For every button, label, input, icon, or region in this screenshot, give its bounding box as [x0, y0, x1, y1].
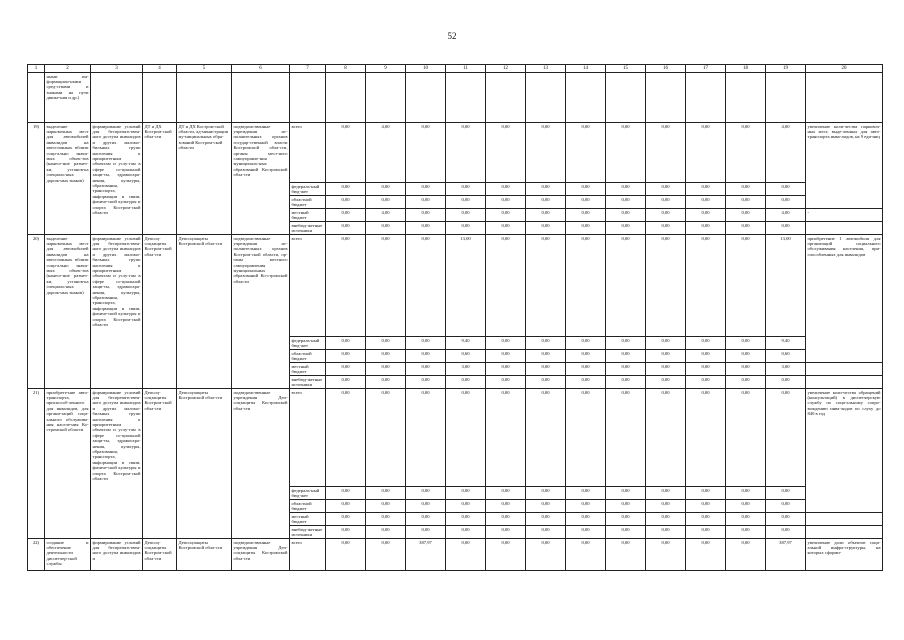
funding-value: 0,00 [446, 513, 486, 526]
funding-value: 0,00 [326, 389, 366, 487]
funding-value: 0,00 [326, 363, 366, 376]
funding-value: 0,00 [766, 526, 806, 539]
header-number-cell: 13 [526, 65, 566, 73]
item-result: приобретение 1 автомобиля для организаций социального обслуживания населения, при-способленных для инвалидов [806, 235, 883, 363]
funding-value: 0,00 [686, 337, 726, 350]
funding-value: 0,00 [446, 389, 486, 487]
funding-value: 0,00 [646, 350, 686, 363]
funding-value: 0,00 [606, 196, 646, 209]
header-number-cell: 14 [566, 65, 606, 73]
funding-value: 0,00 [606, 513, 646, 526]
header-number-cell: 3 [91, 65, 143, 73]
table-row-partial [28, 539, 883, 571]
funding-source-label: всего [290, 539, 326, 571]
funding-value: 0,00 [326, 513, 366, 526]
funding-value: 13,00 [766, 235, 806, 337]
funding-value: 0,00 [606, 526, 646, 539]
funding-value: 0,00 [646, 389, 686, 487]
program-table [27, 64, 883, 571]
funding-value: 0,00 [366, 222, 406, 235]
item-number: 22) [28, 539, 45, 571]
funding-value: 0,00 [326, 500, 366, 513]
funding-source-label: местный бюджет [290, 209, 326, 222]
header-number-cell: 12 [486, 65, 526, 73]
funding-value: 0,00 [566, 196, 606, 209]
funding-value: 0,00 [686, 526, 726, 539]
funding-value: 0,00 [446, 222, 486, 235]
continuation-empty-cell [366, 73, 406, 123]
continuation-empty-cell [726, 73, 766, 123]
header-number-cell: 20 [806, 65, 883, 73]
funding-value: 0,00 [726, 500, 766, 513]
funding-value: 0,00 [406, 376, 446, 389]
funding-value: 0,00 [686, 539, 726, 571]
continuation-empty-cell [290, 73, 326, 123]
header-number-cell: 5 [177, 65, 232, 73]
funding-source-label: областной бюджет [290, 196, 326, 209]
funding-value: 0,00 [406, 500, 446, 513]
funding-value: 0,00 [526, 363, 566, 376]
funding-value: 0,00 [486, 123, 526, 183]
funding-source-label: местный бюджет [290, 363, 326, 376]
funding-value: 0,00 [526, 539, 566, 571]
item-number: 20) [28, 235, 45, 389]
funding-value: 0,00 [726, 235, 766, 337]
funding-value: 0,00 [566, 513, 606, 526]
item-name: выделение парковочных мест для автомобилей инвалидов на автостоянках вблизи соци-ально значи-мых объек-тов (нанесе-ние размет-ки, установ-ка специаль-ных дорож-ных знаков) [45, 235, 91, 389]
funding-source-label: федераль-ный бюд-жет [290, 487, 326, 500]
funding-value: 9,40 [446, 337, 486, 350]
item-number: 21) [28, 389, 45, 539]
funding-value: 0,00 [566, 337, 606, 350]
funding-value: 0,00 [606, 235, 646, 337]
funding-value: 0,00 [686, 183, 726, 196]
funding-value: 0,00 [326, 235, 366, 337]
funding-value: 0,00 [446, 487, 486, 500]
funding-value: 0,00 [766, 500, 806, 513]
funding-value: 0,00 [486, 500, 526, 513]
funding-value: 0,00 [606, 222, 646, 235]
item-coexecutor: ДТ и ДХ Костром-ской области, ад-министрации му-ниципальных обра-зований Костром-ской области [177, 123, 232, 235]
continuation-empty-cell [486, 73, 526, 123]
funding-value: 0,00 [726, 539, 766, 571]
funding-value: 0,00 [726, 363, 766, 376]
item-coexecutor: Депсоцзащиты Костромской обла-сти [177, 235, 232, 389]
funding-value: 0,00 [326, 526, 366, 539]
funding-source-label: внебюд-жетные источники [290, 526, 326, 539]
funding-value: 0,00 [606, 337, 646, 350]
table-row [28, 235, 883, 337]
funding-value: 0,00 [686, 196, 726, 209]
funding-value: 0,00 [406, 363, 446, 376]
funding-value: 13,00 [446, 235, 486, 337]
funding-value: 0,00 [446, 539, 486, 571]
funding-value: 0,00 [526, 526, 566, 539]
continuation-empty-cell [566, 73, 606, 123]
header-number-row [28, 65, 883, 73]
funding-value: 0,00 [446, 196, 486, 209]
funding-value: 0,00 [766, 513, 806, 526]
funding-value: 0,00 [686, 363, 726, 376]
funding-source-label: федераль-ный бюд-жет [290, 337, 326, 350]
header-number-cell: 4 [143, 65, 177, 73]
funding-value: 3,00 [446, 363, 486, 376]
table-row [28, 389, 883, 487]
funding-value: 0,00 [526, 209, 566, 222]
item-name: создание и обеспечение деятельности диспетчер-ской службы [45, 539, 91, 571]
funding-value: 0,00 [686, 513, 726, 526]
header-number-cell: 10 [406, 65, 446, 73]
funding-value: 4,00 [366, 209, 406, 222]
funding-value: 0,00 [726, 183, 766, 196]
funding-value: 0,00 [726, 526, 766, 539]
funding-value: 4,00 [766, 123, 806, 183]
funding-value: 0,00 [526, 222, 566, 235]
funding-value: 0,00 [766, 389, 806, 487]
item-participants: подведомственные учреждения ис-полнительных органов Костром-ской области, ор-ганы местного самоуправления муниципальных образований Ко-стромской области [232, 235, 290, 389]
funding-value: 0,00 [366, 235, 406, 337]
item-name: выделение парковочных мест для автомобилей инвалидов на автостоянках вблизи соци-ально значи-мых объек-тов (нанесе-ние размет-ки, установ-ка специаль-ных дорож-ных знаков) [45, 123, 91, 235]
funding-value: 0,00 [566, 123, 606, 183]
continuation-empty-cell [326, 73, 366, 123]
table-body [28, 65, 883, 571]
funding-value: 0,00 [606, 209, 646, 222]
funding-value: 0,00 [326, 539, 366, 571]
funding-source-label: всего [290, 235, 326, 337]
funding-value: 0,00 [686, 123, 726, 183]
funding-source-label: федераль-ный бюд-жет [290, 183, 326, 196]
funding-value: 0,00 [406, 222, 446, 235]
funding-value: 0,00 [406, 123, 446, 183]
funding-value: 0,00 [486, 363, 526, 376]
continuation-empty-cell [526, 73, 566, 123]
funding-value: 0,00 [406, 526, 446, 539]
funding-value: 0,00 [646, 222, 686, 235]
item-admin: ДТ и ДХ Костром-ской обла-сти [143, 123, 177, 235]
item-result-dash [806, 513, 883, 526]
funding-value: 0,00 [646, 539, 686, 571]
funding-value: 387,97 [766, 539, 806, 571]
funding-value: 0,00 [566, 526, 606, 539]
item-result: увеличение коли-чества обращений (консультаций) в диспетчерскую службу по соци-альному сопро-вождению инва-лидов по слуху до 840 в год [806, 389, 883, 513]
funding-value: 0,00 [686, 209, 726, 222]
funding-value: 0,00 [526, 350, 566, 363]
funding-value: 0,00 [566, 500, 606, 513]
funding-source-label: областной бюджет [290, 350, 326, 363]
funding-value: 3,00 [766, 363, 806, 376]
funding-value: 0,00 [366, 526, 406, 539]
funding-value: 0,00 [446, 526, 486, 539]
funding-value: 0,00 [766, 183, 806, 196]
header-number-cell: 15 [606, 65, 646, 73]
funding-value: 0,00 [526, 235, 566, 337]
funding-value: 0,00 [566, 222, 606, 235]
funding-value: 0,00 [486, 222, 526, 235]
funding-value: 0,00 [646, 209, 686, 222]
funding-value: 4,00 [766, 209, 806, 222]
funding-value: 0,00 [566, 183, 606, 196]
funding-value: 0,00 [766, 222, 806, 235]
funding-value: 0,00 [606, 487, 646, 500]
funding-value: 0,00 [446, 376, 486, 389]
funding-value: 0,00 [526, 513, 566, 526]
funding-value: 0,00 [326, 183, 366, 196]
funding-value: 0,00 [446, 500, 486, 513]
continuation-empty-cell [806, 73, 883, 123]
funding-source-label: всего [290, 123, 326, 183]
funding-value: 0,00 [766, 376, 806, 389]
funding-value: 0,00 [646, 123, 686, 183]
item-participants: подведомственные учреждения Деп-соцзащиты Костромской обла-сти [232, 539, 290, 571]
funding-value: 0,00 [486, 487, 526, 500]
funding-source-label: местный бюджет [290, 513, 326, 526]
funding-value: 387,97 [406, 539, 446, 571]
funding-value: 0,00 [646, 376, 686, 389]
funding-value: 0,00 [526, 183, 566, 196]
item-result-empty [806, 222, 883, 235]
funding-value: 0,00 [606, 389, 646, 487]
funding-value: 0,00 [486, 389, 526, 487]
funding-value: 0,00 [486, 513, 526, 526]
funding-value: 0,00 [326, 123, 366, 183]
funding-value: 0,00 [486, 235, 526, 337]
funding-value: 0,00 [766, 487, 806, 500]
funding-value: 0,00 [726, 209, 766, 222]
funding-value: 0,60 [766, 350, 806, 363]
funding-value: 0,00 [566, 350, 606, 363]
continuation-row [28, 73, 883, 123]
funding-value: 0,00 [406, 487, 446, 500]
funding-value: 4,00 [366, 123, 406, 183]
funding-value: 0,00 [446, 183, 486, 196]
funding-value: 0,00 [406, 209, 446, 222]
funding-value: 0,00 [606, 376, 646, 389]
continuation-empty-cell [177, 73, 232, 123]
funding-value: 0,00 [726, 337, 766, 350]
funding-source-label: внебюд-жетные источники [290, 376, 326, 389]
continuation-empty-cell [686, 73, 726, 123]
funding-value: 0,00 [366, 487, 406, 500]
funding-value: 0,00 [406, 513, 446, 526]
funding-value: 0,00 [686, 487, 726, 500]
funding-value: 0,00 [606, 539, 646, 571]
funding-value: 0,00 [726, 123, 766, 183]
funding-value: 0,00 [566, 389, 606, 487]
continuation-empty-cell [232, 73, 290, 123]
funding-value: 0,00 [566, 235, 606, 337]
continuation-empty-cell [646, 73, 686, 123]
item-result-dash [806, 363, 883, 376]
funding-value: 0,00 [406, 389, 446, 487]
funding-value: 0,00 [366, 389, 406, 487]
funding-value: 0,00 [486, 539, 526, 571]
item-number: 19) [28, 123, 45, 235]
funding-value: 0,00 [526, 123, 566, 183]
funding-value: 0,00 [366, 350, 406, 363]
funding-value: 0,00 [366, 500, 406, 513]
funding-value: 0,00 [726, 350, 766, 363]
funding-value: 0,00 [686, 222, 726, 235]
funding-value: 0,00 [366, 183, 406, 196]
header-number-cell: 2 [45, 65, 91, 73]
funding-value: 0,00 [686, 500, 726, 513]
funding-value: 0,60 [446, 350, 486, 363]
funding-value: 0,00 [646, 363, 686, 376]
funding-value: 0,00 [366, 196, 406, 209]
funding-value: 0,00 [646, 526, 686, 539]
funding-value: 0,00 [526, 196, 566, 209]
funding-value: 0,00 [566, 209, 606, 222]
funding-value: 0,00 [726, 376, 766, 389]
funding-value: 0,00 [326, 196, 366, 209]
funding-value: 0,00 [646, 500, 686, 513]
funding-source-label: областной бюджет [290, 500, 326, 513]
funding-value: 0,00 [486, 376, 526, 389]
funding-value: 0,00 [366, 363, 406, 376]
funding-value: 0,00 [486, 196, 526, 209]
funding-value: 0,00 [366, 376, 406, 389]
item-result-empty [806, 376, 883, 389]
funding-value: 0,00 [526, 487, 566, 500]
funding-value: 0,00 [646, 196, 686, 209]
funding-value: 0,00 [566, 539, 606, 571]
funding-value: 0,00 [646, 235, 686, 337]
header-number-cell: 6 [232, 65, 290, 73]
item-task: формирование условий для беспрепятствен-ного доступа инвалидов и других маломо-бильных групп населения к приоритетным объектам и услу-гам в сфере со-циальной защи-ты, здравоохра-нения, культуры, образования, транспорта, информации и связи, физиче-ской культуры и спорта Костром-ской области [91, 389, 143, 539]
item-admin: Депсоц-соцзащиты Костром-ской обла-сти [143, 235, 177, 389]
funding-value: 0,00 [606, 363, 646, 376]
funding-value: 0,00 [726, 389, 766, 487]
funding-value: 0,00 [406, 337, 446, 350]
funding-value: 0,00 [326, 222, 366, 235]
funding-source-label: всего [290, 389, 326, 487]
header-number-cell: 11 [446, 65, 486, 73]
funding-value: 0,00 [686, 389, 726, 487]
header-number-cell: 17 [686, 65, 726, 73]
table-row [28, 123, 883, 183]
funding-value: 0,00 [526, 337, 566, 350]
item-coexecutor: Депсоцзащиты Костромской обла-сти [177, 539, 232, 571]
item-result: увеличение доли объектов соци-альной инфра-структуры, на которых сформи- [806, 539, 883, 571]
funding-value: 0,00 [366, 539, 406, 571]
funding-value: 0,00 [326, 487, 366, 500]
continuation-empty-cell [143, 73, 177, 123]
header-number-cell: 8 [326, 65, 366, 73]
funding-value: 0,00 [526, 376, 566, 389]
continuation-empty-cell [91, 73, 143, 123]
funding-value: 0,00 [566, 376, 606, 389]
funding-value: 0,00 [766, 196, 806, 209]
funding-value: 0,00 [606, 350, 646, 363]
funding-value: 0,00 [406, 183, 446, 196]
funding-value: 0,00 [726, 222, 766, 235]
continuation-empty-cell [406, 73, 446, 123]
funding-value: 0,00 [486, 183, 526, 196]
header-number-cell: 9 [366, 65, 406, 73]
item-participants: подведомственные учреждения Деп-соцзащиты Костромской обла-сти [232, 389, 290, 539]
funding-value: 0,00 [526, 500, 566, 513]
continuation-empty-cell [766, 73, 806, 123]
funding-value: 0,00 [606, 123, 646, 183]
funding-value: 0,00 [726, 487, 766, 500]
funding-value: 0,00 [366, 337, 406, 350]
funding-value: 0,00 [326, 350, 366, 363]
item-coexecutor: Депсоцзащиты Костромской обла-сти [177, 389, 232, 539]
item-result-empty [806, 526, 883, 539]
continuation-empty-cell [606, 73, 646, 123]
funding-value: 0,00 [486, 526, 526, 539]
funding-value: 0,00 [326, 376, 366, 389]
funding-value: 0,00 [606, 183, 646, 196]
funding-value: 0,00 [406, 196, 446, 209]
funding-value: 0,00 [646, 337, 686, 350]
funding-value: 0,00 [406, 350, 446, 363]
funding-value: 0,00 [726, 513, 766, 526]
item-result-dash: - [806, 209, 883, 222]
funding-value: 9,40 [766, 337, 806, 350]
header-number-cell: 7 [290, 65, 326, 73]
funding-value: 0,00 [366, 513, 406, 526]
continuation-empty-cell [28, 73, 45, 123]
funding-value: 0,00 [526, 389, 566, 487]
item-name: приобрете-ние авто-транспорта, приспособ-ленного для инвалидов, для органи-заций соци-ального обслужива-ния населе-ния Ко-стромской области [45, 389, 91, 539]
item-result: увеличение коли-чества парковоч-ных мест, выде-ленных для авто-транспорта инва-лидов, на 9 еди-ниц [806, 123, 883, 209]
funding-value: 0,00 [646, 487, 686, 500]
continuation-name-cell: ными ин-формацион-ными сред-ствами и знаками на пути движе-ния и др.) [45, 73, 91, 123]
funding-value: 0,00 [686, 350, 726, 363]
item-task: формирование условий для беспрепятствен-ного доступа инвалидов и [91, 539, 143, 571]
item-task: формирование условий для беспрепятствен-ного доступа инвалидов и других маломо-бильных групп населения к приоритетным объектам и услу-гам в сфере со-циальной защи-ты, здравоохра-нения, культуры, образования, транспорта, информации и связи, физиче-ской культуры и спорта Костром-ской области [91, 123, 143, 235]
header-number-cell: 18 [726, 65, 766, 73]
funding-value: 0,00 [446, 123, 486, 183]
item-task: формирование условий для беспрепятствен-ного доступа инвалидов и других маломо-бильных групп населения к приоритетным объектам и услу-гам в сфере со-циальной защи-ты, здравоохра-нения, культуры, образования, транспорта, информации и связи, физиче-ской культуры и спорта Костром-ской области [91, 235, 143, 389]
item-participants: подведомственные учреждения ис-полнительных органов государ-ственной власти Костромской обла-сти, органы мест-ного самоуправле-ния муниципаль-ных образований Костромской обла-сти [232, 123, 290, 235]
header-number-cell: 1 [28, 65, 45, 73]
funding-value: 0,00 [486, 350, 526, 363]
funding-value: 0,00 [326, 337, 366, 350]
funding-value: 0,00 [606, 500, 646, 513]
item-admin: Депсоц-соцзащиты Костром-ской обла-сти [143, 539, 177, 571]
funding-value: 0,00 [686, 235, 726, 337]
funding-value: 0,00 [446, 209, 486, 222]
continuation-empty-cell [446, 73, 486, 123]
funding-value: 0,00 [566, 363, 606, 376]
funding-value: 0,00 [686, 376, 726, 389]
funding-value: 0,00 [486, 337, 526, 350]
funding-value: 0,00 [646, 513, 686, 526]
header-number-cell: 19 [766, 65, 806, 73]
item-admin: Депсоц-соцзащиты Костром-ской обла-сти [143, 389, 177, 539]
funding-value: 0,00 [566, 487, 606, 500]
header-number-cell: 16 [646, 65, 686, 73]
funding-value: 0,00 [726, 196, 766, 209]
funding-value: 0,00 [486, 209, 526, 222]
page-number: 52 [447, 31, 457, 41]
funding-value: 0,00 [646, 183, 686, 196]
funding-value: 0,00 [326, 209, 366, 222]
funding-value: 0,00 [406, 235, 446, 337]
funding-source-label: внебюд-жетные источники [290, 222, 326, 235]
